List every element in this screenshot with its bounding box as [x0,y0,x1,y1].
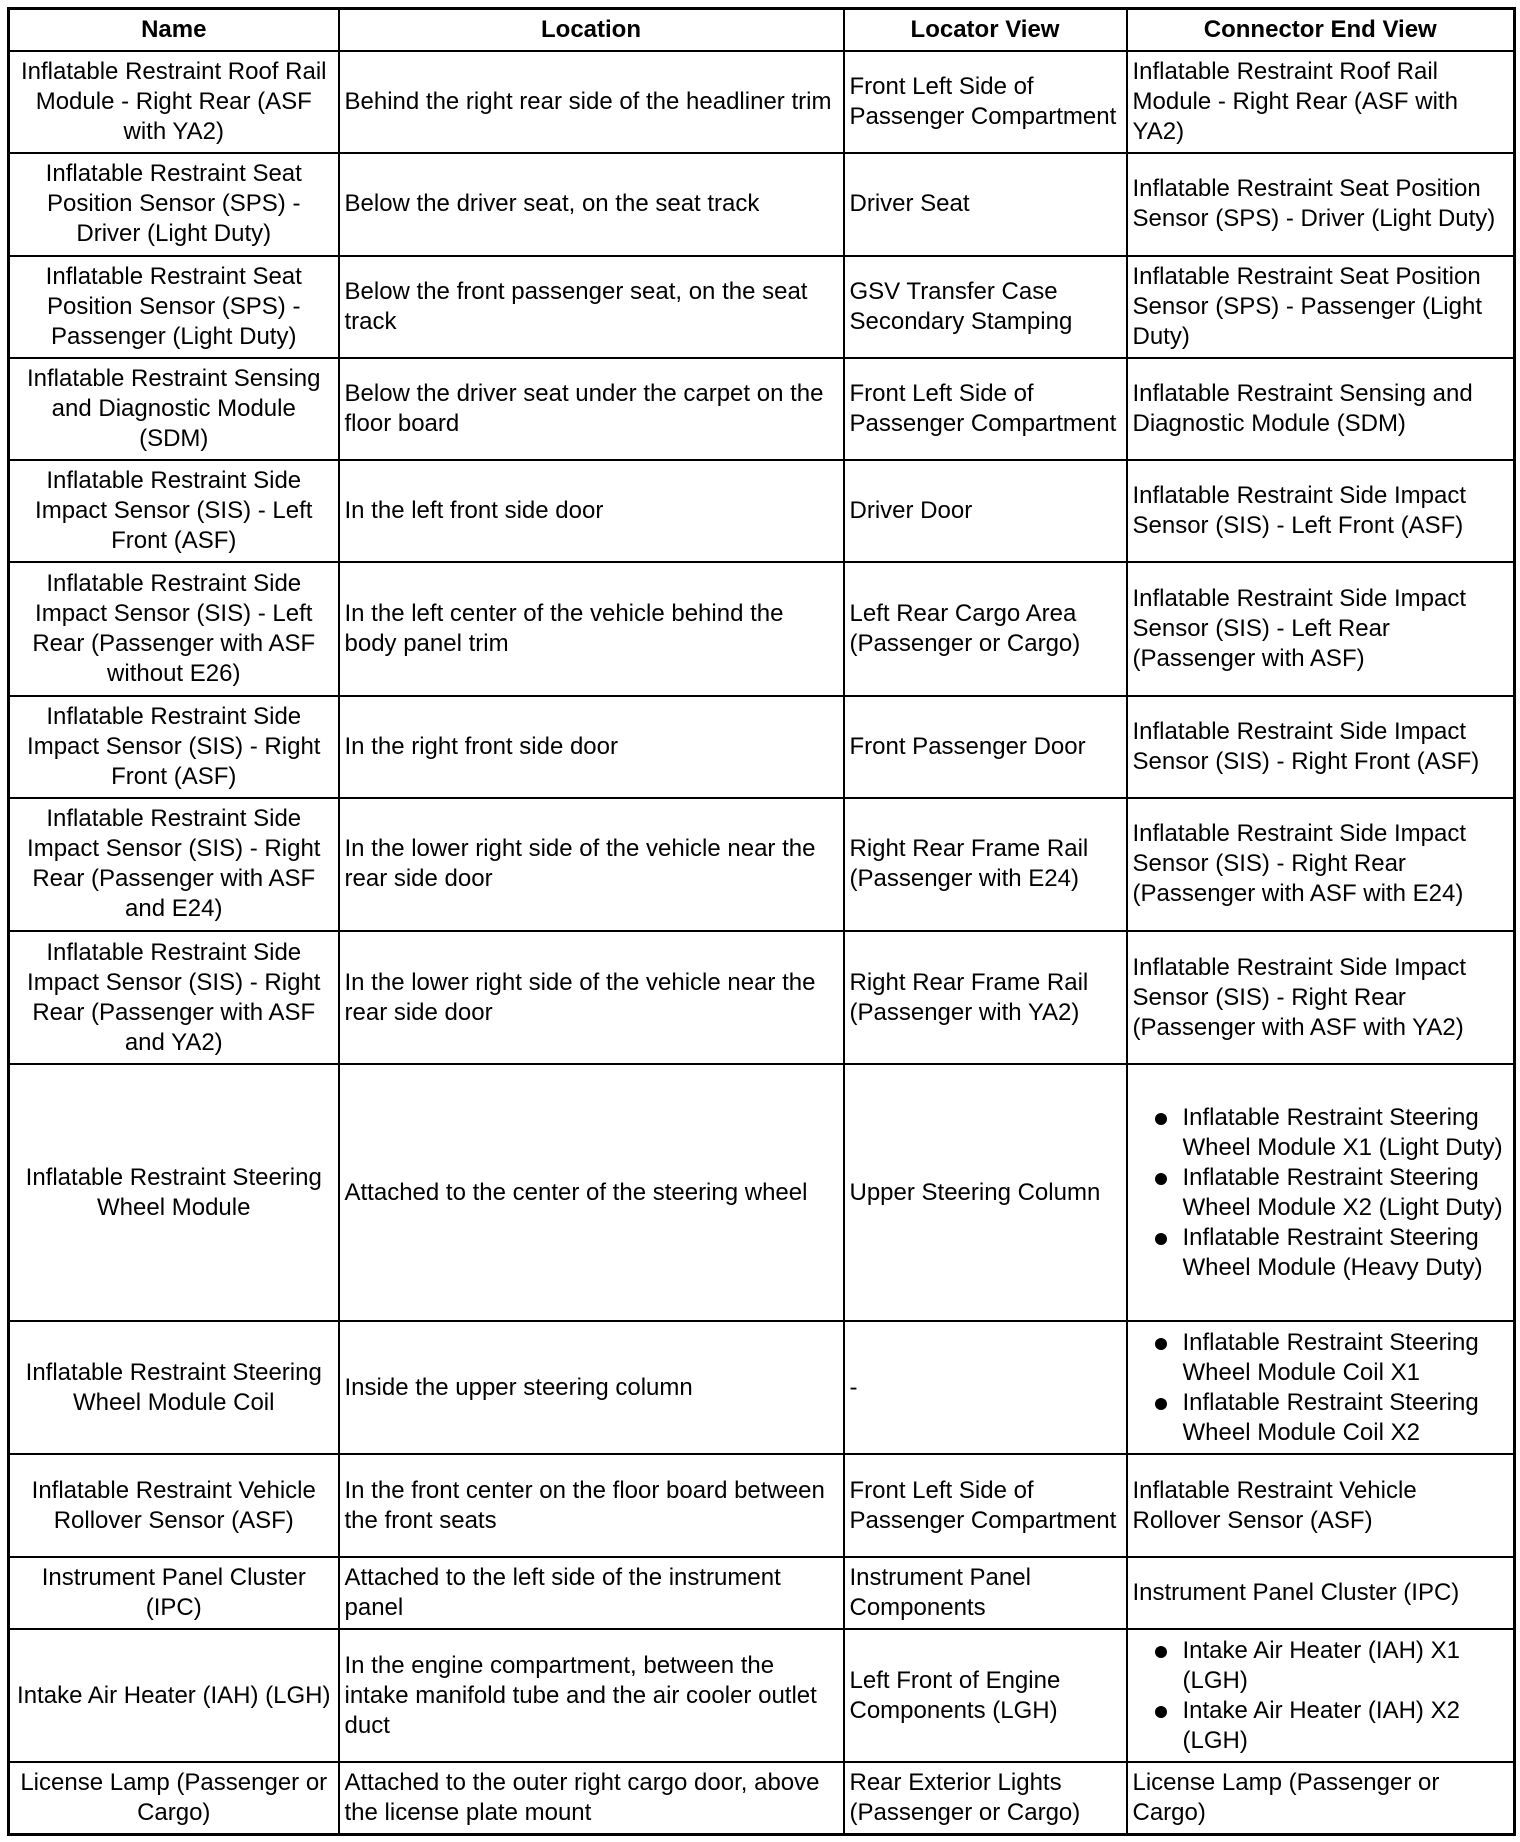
cell-name: Inflatable Restraint Steering Wheel Module [9,1064,339,1321]
table-row [9,1762,1515,1834]
cell-locator-view: Right Rear Frame Rail (Passenger with E24) [844,798,1127,931]
cell-locator-view: Front Left Side of Passenger Compartment [844,1454,1127,1556]
bullet-icon [1155,1173,1167,1185]
cell-locator-view: Driver Seat [844,153,1127,255]
table-row [9,1629,1515,1762]
cell-connector-end-view: Inflatable Restraint Side Impact Sensor (SIS) - Right Rear (Passenger with ASF with E24) [1127,798,1515,931]
table-row [9,51,1515,153]
bullet-icon [1155,1646,1167,1658]
cell-location: In the lower right side of the vehicle near the rear side door [339,931,844,1064]
header-locator-view: Locator View [844,9,1127,52]
cell-connector-end-view: Inflatable Restraint Side Impact Sensor (SIS) - Left Front (ASF) [1127,460,1515,562]
cell-location: In the engine compartment, between the intake manifold tube and the air cooler outlet duct [339,1629,844,1762]
bullet-icon [1155,1113,1167,1125]
cell-connector-end-view: Inflatable Restraint Seat Position Sensor (SPS) - Passenger (Light Duty) [1127,256,1515,358]
connector-list-item-text: Intake Air Heater (IAH) X2 (LGH) [1182,1696,1460,1754]
cell-location: Below the front passenger seat, on the seat track [339,256,844,358]
cell-locator-view: Front Passenger Door [844,696,1127,798]
cell-name: Inflatable Restraint Side Impact Sensor (SIS) - Left Rear (Passenger with ASF without E26) [9,562,339,695]
cell-location: Attached to the left side of the instrument panel [339,1557,844,1629]
table-row [9,1064,1515,1321]
table-row [9,798,1515,931]
table-row [9,460,1515,562]
connector-list-item [1133,1388,1509,1448]
cell-locator-view: Instrument Panel Components [844,1557,1127,1629]
cell-locator-view: - [844,1321,1127,1454]
connector-list-item-text: Intake Air Heater (IAH) X1 (LGH) [1182,1636,1460,1694]
cell-name: Inflatable Restraint Steering Wheel Module Coil [9,1321,339,1454]
cell-locator-view: GSV Transfer Case Secondary Stamping [844,256,1127,358]
cell-connector-end-view: Inflatable Restraint Sensing and Diagnostic Module (SDM) [1127,358,1515,460]
cell-connector-end-view [1127,1064,1515,1321]
component-locator-table [7,7,1516,1836]
bullet-icon [1155,1706,1167,1718]
table-row [9,1321,1515,1454]
table-row [9,931,1515,1064]
connector-list-item-text: Inflatable Restraint Steering Wheel Module Coil X2 [1182,1388,1479,1446]
table-row [9,153,1515,255]
cell-locator-view: Left Front of Engine Components (LGH) [844,1629,1127,1762]
cell-name: Inflatable Restraint Side Impact Sensor (SIS) - Right Rear (Passenger with ASF and E24) [9,798,339,931]
connector-list-item-text: Inflatable Restraint Steering Wheel Module Coil X1 [1182,1328,1479,1386]
connector-list-item [1133,1223,1509,1283]
table-row [9,256,1515,358]
cell-name: Inflatable Restraint Side Impact Sensor (SIS) - Right Front (ASF) [9,696,339,798]
cell-location: Behind the right rear side of the headliner trim [339,51,844,153]
header-connector-end-view: Connector End View [1127,9,1515,52]
cell-name: Inflatable Restraint Seat Position Sensor (SPS) - Passenger (Light Duty) [9,256,339,358]
connector-list-item-text: Inflatable Restraint Steering Wheel Module X2 (Light Duty) [1182,1163,1503,1221]
cell-name: License Lamp (Passenger or Cargo) [9,1762,339,1834]
table-row [9,696,1515,798]
cell-locator-view: Front Left Side of Passenger Compartment [844,51,1127,153]
connector-list-item [1133,1163,1509,1223]
connector-list-item [1133,1636,1509,1696]
cell-locator-view: Rear Exterior Lights (Passenger or Cargo) [844,1762,1127,1834]
cell-location: In the left center of the vehicle behind the body panel trim [339,562,844,695]
cell-locator-view: Right Rear Frame Rail (Passenger with YA2) [844,931,1127,1064]
cell-connector-end-view: License Lamp (Passenger or Cargo) [1127,1762,1515,1834]
table-body [9,51,1515,1835]
cell-location: Below the driver seat, on the seat track [339,153,844,255]
cell-locator-view: Driver Door [844,460,1127,562]
connector-list-item-text: Inflatable Restraint Steering Wheel Module (Heavy Duty) [1182,1223,1483,1281]
cell-connector-end-view: Inflatable Restraint Side Impact Sensor (SIS) - Right Front (ASF) [1127,696,1515,798]
cell-name: Instrument Panel Cluster (IPC) [9,1557,339,1629]
cell-location: Below the driver seat under the carpet on the floor board [339,358,844,460]
cell-connector-end-view: Inflatable Restraint Seat Position Sensor (SPS) - Driver (Light Duty) [1127,153,1515,255]
table-row [9,358,1515,460]
cell-connector-end-view [1127,1321,1515,1454]
cell-name: Inflatable Restraint Roof Rail Module - Right Rear (ASF with YA2) [9,51,339,153]
cell-connector-end-view: Inflatable Restraint Side Impact Sensor (SIS) - Left Rear (Passenger with ASF) [1127,562,1515,695]
header-name: Name [9,9,339,52]
cell-name: Intake Air Heater (IAH) (LGH) [9,1629,339,1762]
table-row [9,562,1515,695]
connector-list [1133,1636,1509,1756]
cell-location: Attached to the outer right cargo door, above the license plate mount [339,1762,844,1834]
cell-name: Inflatable Restraint Side Impact Sensor (SIS) - Left Front (ASF) [9,460,339,562]
cell-connector-end-view: Inflatable Restraint Vehicle Rollover Sensor (ASF) [1127,1454,1515,1556]
connector-list [1133,1103,1509,1283]
connector-list [1133,1328,1509,1448]
cell-locator-view: Front Left Side of Passenger Compartment [844,358,1127,460]
bullet-icon [1155,1338,1167,1350]
cell-location: In the left front side door [339,460,844,562]
cell-locator-view: Upper Steering Column [844,1064,1127,1321]
header-location: Location [339,9,844,52]
connector-list-item [1133,1328,1509,1388]
cell-name: Inflatable Restraint Vehicle Rollover Sensor (ASF) [9,1454,339,1556]
table-row [9,1454,1515,1556]
connector-list-item [1133,1103,1509,1163]
cell-location: Attached to the center of the steering wheel [339,1064,844,1321]
cell-connector-end-view: Instrument Panel Cluster (IPC) [1127,1557,1515,1629]
bullet-icon [1155,1233,1167,1245]
cell-location: In the right front side door [339,696,844,798]
cell-location: In the front center on the floor board between the front seats [339,1454,844,1556]
header-row [9,9,1515,52]
cell-name: Inflatable Restraint Sensing and Diagnostic Module (SDM) [9,358,339,460]
connector-list-item [1133,1696,1509,1756]
cell-connector-end-view: Inflatable Restraint Roof Rail Module - Right Rear (ASF with YA2) [1127,51,1515,153]
cell-connector-end-view: Inflatable Restraint Side Impact Sensor (SIS) - Right Rear (Passenger with ASF with YA2) [1127,931,1515,1064]
cell-connector-end-view [1127,1629,1515,1762]
table-row [9,1557,1515,1629]
cell-location: In the lower right side of the vehicle near the rear side door [339,798,844,931]
cell-location: Inside the upper steering column [339,1321,844,1454]
cell-name: Inflatable Restraint Seat Position Sensor (SPS) - Driver (Light Duty) [9,153,339,255]
connector-list-item-text: Inflatable Restraint Steering Wheel Module X1 (Light Duty) [1182,1103,1503,1161]
cell-name: Inflatable Restraint Side Impact Sensor (SIS) - Right Rear (Passenger with ASF and YA2) [9,931,339,1064]
cell-locator-view: Left Rear Cargo Area (Passenger or Cargo) [844,562,1127,695]
bullet-icon [1155,1398,1167,1410]
